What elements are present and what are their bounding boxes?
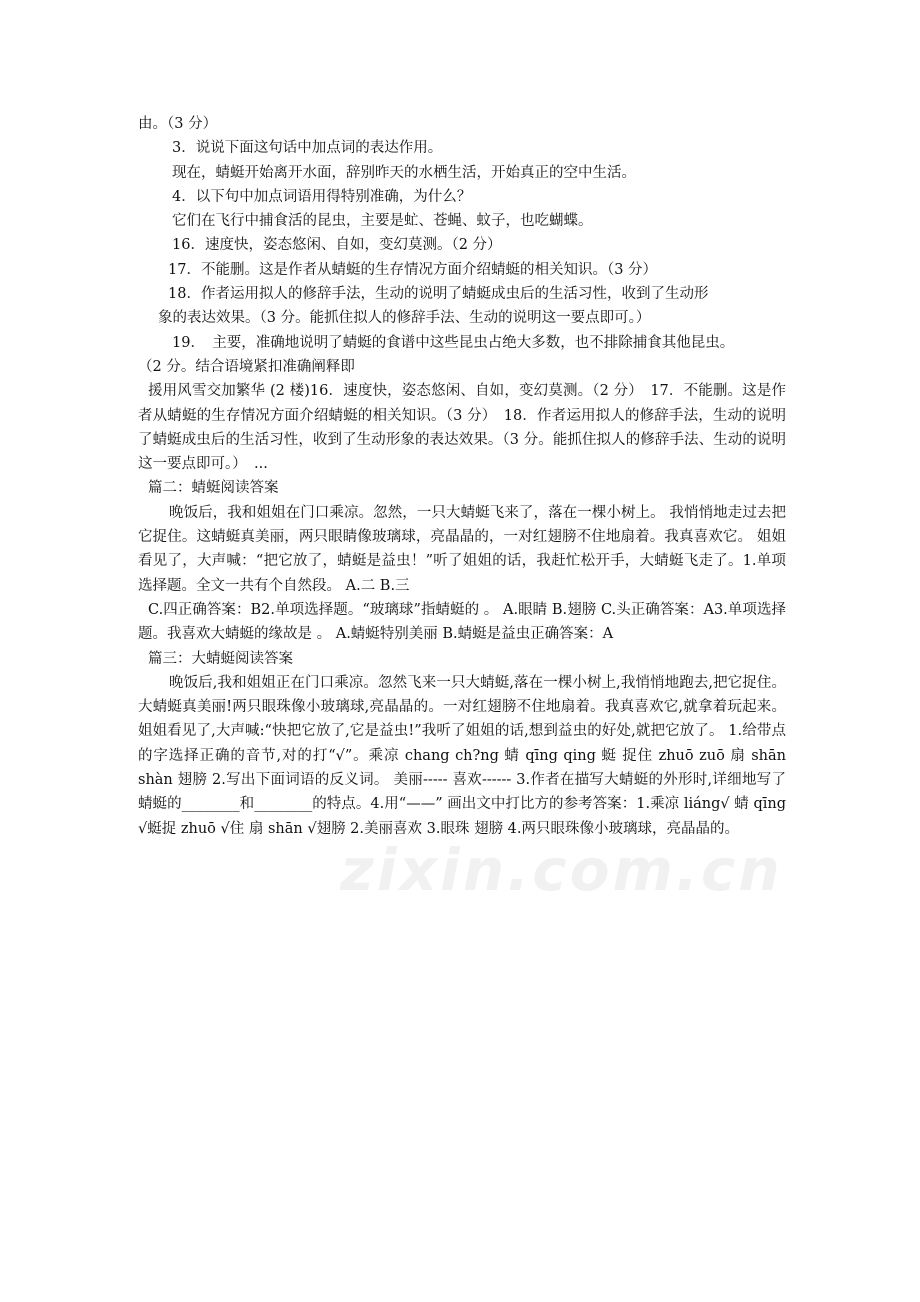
passage-paragraph: 晚饭后，我和姐姐在门口乘凉。忽然，一只大蜻蜓飞来了，落在一棵小树上。 我悄悄地走过去把它捉住。这蜻蜓真美丽，两只眼睛像玻璃球，亮晶晶的，一对红翅膀不住地扇着。我真喜欢它。 姐姐看见了，大声喊：“把它放了，蜻蜓是益虫！”听了姐姐的话，我赶忙松开手，大蜻蜓飞走了。1.单项选择题。全文一共有个自然段。 A.二 B.三: [138, 504, 786, 594]
section-heading-three: 篇三：大蜻蜓阅读答案: [148, 650, 293, 667]
answer-paragraph: 援用风雪交加繁华 (2 楼)16．速度快，姿态悠闲、自如，变幻莫测。（2 分） 17．不能删。这是作者从蜻蜓的生存情况方面介绍蜻蜓的相关知识。（3 分） 18．作者运用拟人的修辞手法，生动的说明了蜻蜓成虫后的生活习性，收到了生动形象的表达效果。（3 分。能抓住拟人的修辞手法、生动的说明这一要点即可。） ...: [138, 383, 786, 473]
text-line: 它们在飞行中捕食活的昆虫，主要是虻、苍蝇、蚊子，也吃蝴蝶。: [172, 213, 593, 230]
watermark: zixin.com.cn: [340, 836, 783, 904]
text-line: 16．速度快，姿态悠闲、自如，变幻莫测。（2 分）: [172, 237, 502, 254]
document-body: [138, 112, 786, 841]
text-line: （2 分。结合语境紧扣准确阐释即: [138, 358, 355, 375]
text-line: 现在，蜻蜓开始离开水面，辞别昨天的水栖生活，开始真正的空中生活。: [172, 164, 636, 181]
passage-paragraph: 晚饭后,我和姐姐正在门口乘凉。忽然飞来一只大蜻蜓,落在一棵小树上,我悄悄地跑去,把它捉住。大蜻蜓真美丽!两只眼珠像小玻璃球,亮晶晶的。一对红翅膀不住地扇着。我真喜欢它,就拿着玩起来。 姐姐看见了,大声喊:“快把它放了,它是益虫!”我听了姐姐的话,想到益虫的好处,就把它放了。 1.给带点的字选择正确的音节,对的打“√”。乘凉 chang ch?ng 蜻 qīng qing 蜓 捉住 zhuō zuō 扇 shān shàn 翅膀 2.写出下面词语的反义词。 美丽----- 喜欢------ 3.作者在描写大蜻蜓的外形时,详细地写了蜻蜓的________和________的特点。4.用“——” 画出文中打比方的参考答案：1.乘凉 liáng√ 蜻 qīng √蜓捉 zhuō √住 扇 shān √翅膀 2.美丽喜欢 3.眼珠 翅膀 4.两只眼珠像小玻璃球，亮晶晶的。: [138, 674, 786, 837]
text-line: 18．作者运用拟人的修辞手法，生动的说明了蜻蜓成虫后的生活习性，收到了生动形: [168, 286, 709, 303]
text-line: 3．说说下面这句话中加点词的表达作用。: [172, 140, 443, 157]
text-line: 4．以下句中加点词语用得特别准确，为什么？: [172, 188, 472, 205]
text-line: 象的表达效果。（3 分。能抓住拟人的修辞手法、生动的说明这一要点即可。）: [158, 310, 651, 327]
section-heading-two: 篇二：蜻蜓阅读答案: [148, 480, 279, 497]
text-line: 19． 主要，准确地说明了蜻蜓的食谱中这些昆虫占绝大多数，也不排除捕食其他昆虫。: [172, 334, 735, 351]
answer-paragraph: C.四正确答案：B2.单项选择题。“玻璃球”指蜻蜓的 。 A.眼睛 B.翅膀 C.头正确答案：A3.单项选择题。我喜欢大蜻蜓的缘故是 。 A.蜻蜓特别美丽 B.蜻蜓是益虫正确答案：A: [138, 601, 786, 643]
text-line: 17．不能删。这是作者从蜻蜓的生存情况方面介绍蜻蜓的相关知识。（3 分）: [168, 261, 658, 278]
text-line: 由。（3 分）: [138, 116, 218, 132]
